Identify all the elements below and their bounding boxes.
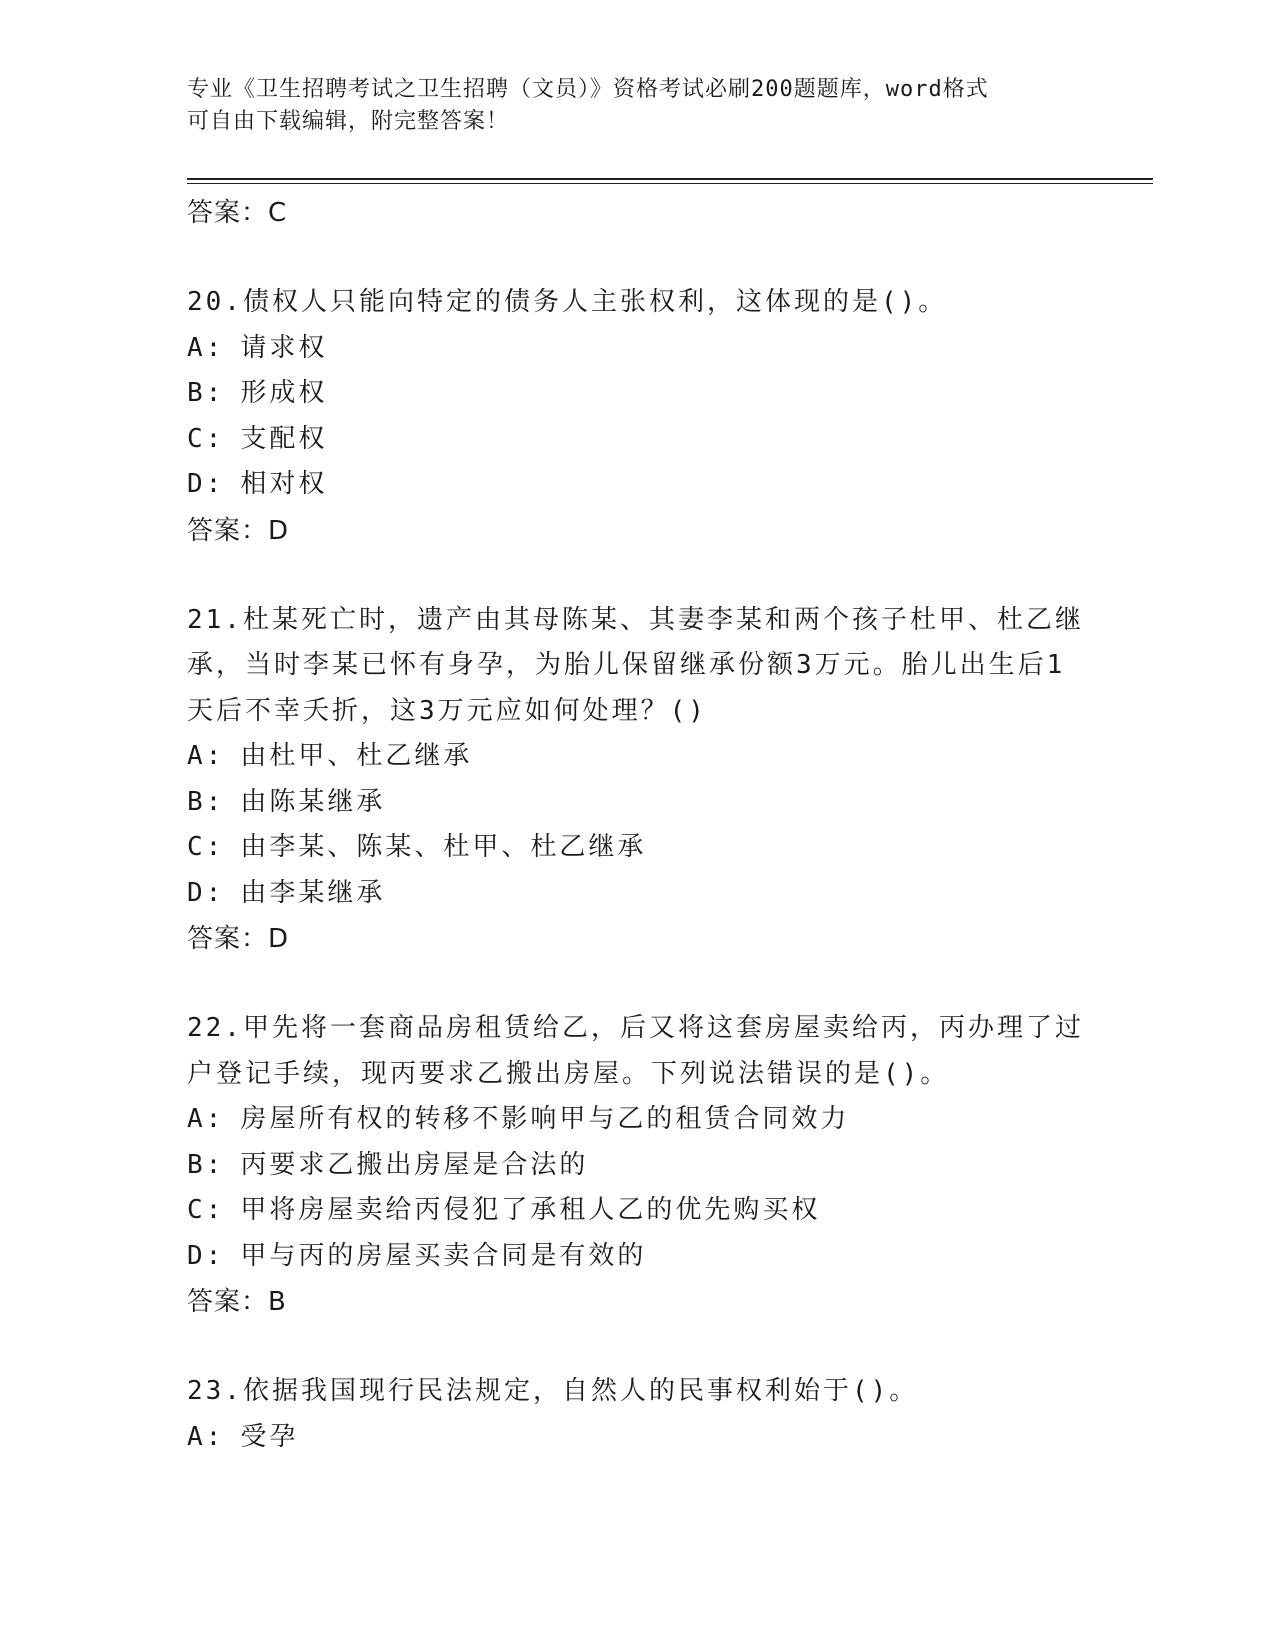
header-divider-thick: [187, 178, 1153, 180]
option-c: [187, 417, 1087, 463]
option-a: [187, 1415, 1087, 1461]
option-text: 由李某继承: [240, 877, 386, 908]
option-text: 支配权: [240, 423, 328, 454]
question-block: [187, 598, 1087, 963]
option-c: [187, 1188, 1087, 1234]
option-d: [187, 871, 1087, 917]
answer-line: 答案：C: [187, 198, 288, 228]
option-key: B:: [187, 786, 225, 817]
header-line-1: 专业《卫生招聘考试之卫生招聘（文员）》资格考试必刷200题题库，word格式: [187, 77, 989, 102]
option-key: C:: [187, 1195, 225, 1225]
option-a: [187, 1097, 1087, 1143]
option-key: C:: [187, 832, 225, 862]
answer-line: 答案：D: [187, 924, 290, 954]
option-d: [187, 462, 1087, 508]
option-key: D:: [187, 469, 225, 499]
option-text: 甲将房屋卖给丙侵犯了承租人乙的优先购买权: [240, 1195, 821, 1225]
option-key: B:: [187, 378, 225, 408]
option-text: 形成权: [240, 378, 328, 408]
option-text: 受孕: [240, 1421, 299, 1452]
option-key: A:: [187, 332, 225, 363]
question-list: [187, 190, 1087, 1460]
option-text: 请求权: [240, 332, 328, 363]
option-key: A:: [187, 1421, 225, 1452]
option-key: B:: [187, 1149, 225, 1180]
option-key: D:: [187, 877, 225, 908]
option-a: [187, 734, 1087, 780]
question-block: [187, 1006, 1087, 1325]
option-c: [187, 825, 1087, 871]
option-key: D:: [187, 1240, 225, 1271]
option-text: 由李某、陈某、杜甲、杜乙继承: [240, 832, 647, 862]
option-a: [187, 326, 1087, 372]
question-text: 21.杜某死亡时，遗产由其母陈某、其妻李某和两个孩子杜甲、杜乙继承，当时李某已怀有身孕，为胎儿保留继承份额3万元。胎儿出生后1天后不幸夭折，这3万元应如何处理？(): [187, 604, 1084, 726]
option-key: C:: [187, 423, 225, 454]
option-text: 房屋所有权的转移不影响甲与乙的租赁合同效力: [240, 1104, 850, 1134]
answer-line: 答案：B: [187, 1287, 287, 1317]
option-b: [187, 1143, 1087, 1189]
header-divider-thin: [187, 183, 1153, 184]
option-key: A:: [187, 1104, 225, 1134]
document-header: [187, 74, 1087, 138]
option-text: 丙要求乙搬出房屋是合法的: [240, 1149, 589, 1180]
option-key: A:: [187, 741, 225, 771]
question-block: [187, 280, 1087, 554]
option-b: [187, 780, 1087, 826]
option-d: [187, 1234, 1087, 1280]
answer-line: 答案：D: [187, 515, 290, 546]
option-text: 由陈某继承: [240, 786, 386, 817]
header-line-2: 可自由下载编辑，附完整答案！: [187, 109, 510, 134]
question-block: [187, 1369, 1087, 1460]
question-text: 23.依据我国现行民法规定，自然人的民事权利始于()。: [187, 1376, 919, 1406]
option-b: [187, 371, 1087, 417]
option-text: 由杜甲、杜乙继承: [240, 741, 473, 771]
question-text: 22.甲先将一套商品房租赁给乙，后又将这套房屋卖给丙，丙办理了过户登记手续，现丙要求乙搬出房屋。下列说法错误的是()。: [187, 1013, 1084, 1089]
option-text: 甲与丙的房屋买卖合同是有效的: [240, 1240, 647, 1271]
option-text: 相对权: [240, 469, 328, 499]
question-text: 20.债权人只能向特定的债务人主张权利，这体现的是()。: [187, 287, 948, 317]
